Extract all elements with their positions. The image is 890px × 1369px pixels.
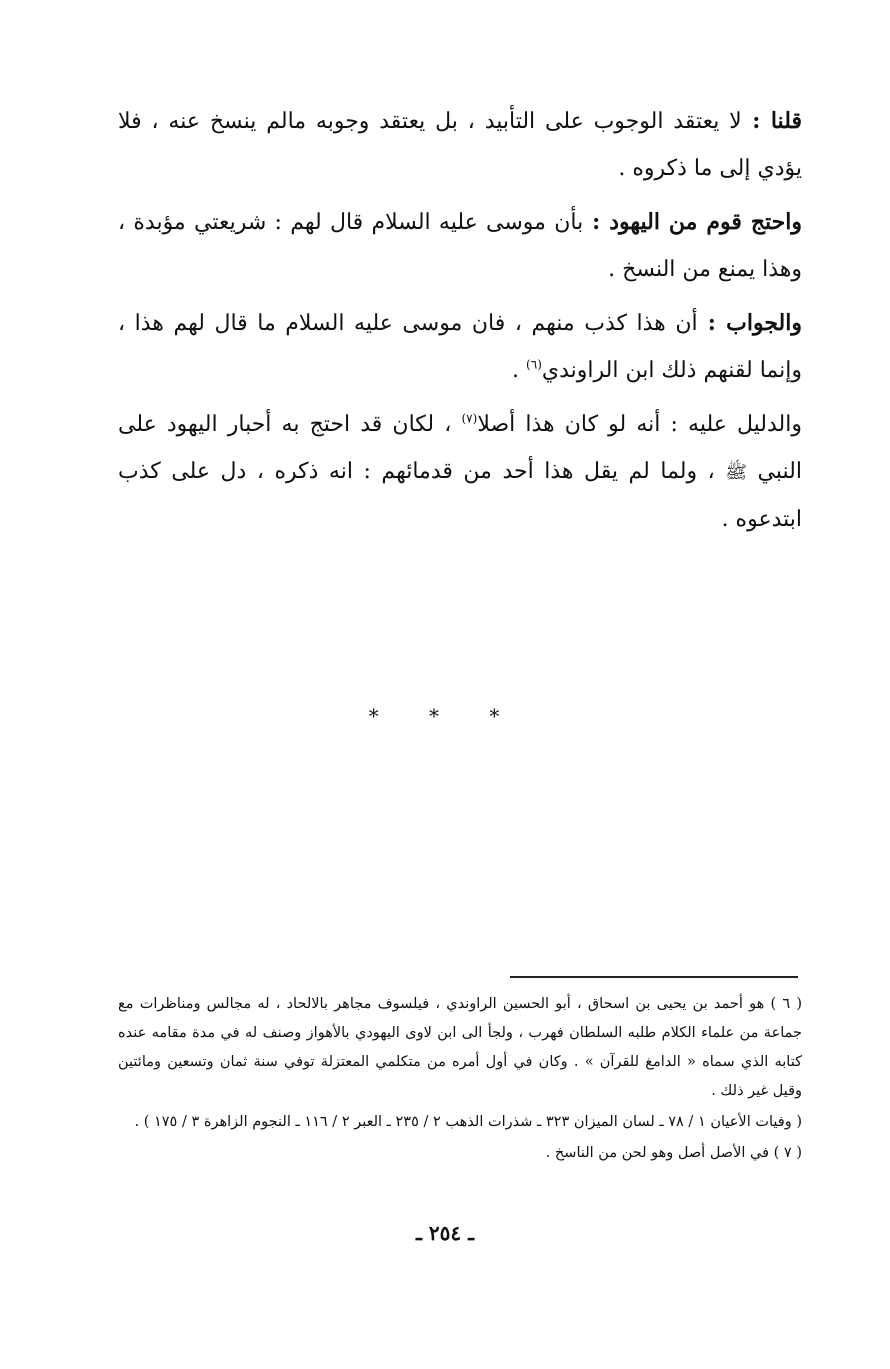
- footnote-rule: [510, 976, 798, 978]
- paragraph-2: [118, 199, 802, 293]
- paragraph-text-middle: ، لكان قد احتج به أحبار اليهود على النبي: [118, 412, 802, 484]
- footnote-marker: (٧): [461, 411, 478, 426]
- main-text: [118, 98, 802, 550]
- footnote-6: ( ٦ ) هو أحمد بن يحيى بن اسحاق ، أبو الحسين الراوندي ، فيلسوف مجاهر بالالحاد ، له مجالس ومناظرات مع جماعة من علماء الكلام طلبه السلطان فهرب ، ولجأ الى ابن لاوى اليهودي بالأهواز وصنف له في مدة مقامه عنده كتابه الذي سماه « الدامغ للقرآن » . وكان في أول أمره من متكلمي المعتزلة توفي سنة ثمان وتسعين ومائتين وقيل غير ذلك .: [118, 996, 802, 1099]
- paragraph-text: والدليل عليه : أنه لو كان هذا أصلا: [477, 412, 802, 437]
- section-separator: * * *: [368, 704, 522, 728]
- paragraph-lead: قلنا :: [741, 108, 802, 134]
- footnote-marker: (٦): [526, 357, 542, 372]
- paragraph-text-end: .: [512, 358, 527, 383]
- paragraph-4: [118, 401, 802, 543]
- paragraph-text-end: ، ولما لم يقل هذا أحد من قدمائهم : انه ذكره ، دل على كذب ابتدعوه .: [118, 459, 802, 532]
- footnote-6-sources: ( وفيات الأعيان ١ / ٧٨ ـ لسان الميزان ٣٢٣ ـ شذرات الذهب ٢ / ٢٣٥ ـ العبر ٢ / ١١٦ ـ النجوم الزاهرة ٣ / ١٧٥ ) .: [134, 1114, 802, 1130]
- paragraph-text: أن هذا كذب منهم ، فان موسى عليه السلام ما قال لهم هذا ، وإنما لقنهم ذلك ابن الراوندي: [118, 311, 802, 383]
- paragraph-lead: واحتج قوم من اليهود :: [583, 209, 802, 235]
- paragraph-3: [118, 300, 802, 394]
- footnote-7: ( ٧ ) في الأصل أصل وهو لحن من الناسخ .: [545, 1145, 802, 1161]
- footnotes: [118, 990, 802, 1170]
- salutation-glyph: ﷺ: [725, 462, 748, 483]
- paragraph-text: بأن موسى عليه السلام قال لهم : شريعتي مؤبدة ، وهذا يمنع من النسخ .: [118, 210, 802, 282]
- paragraph-1: [118, 98, 802, 192]
- paragraph-text: لا يعتقد الوجوب على التأبيد ، بل يعتقد وجوبه مالم ينسخ عنه ، فلا يؤدي إلى ما ذكروه .: [118, 109, 802, 181]
- page-number: ـ ٢٥٤ ـ: [416, 1221, 474, 1245]
- paragraph-lead: والجواب :: [697, 310, 802, 336]
